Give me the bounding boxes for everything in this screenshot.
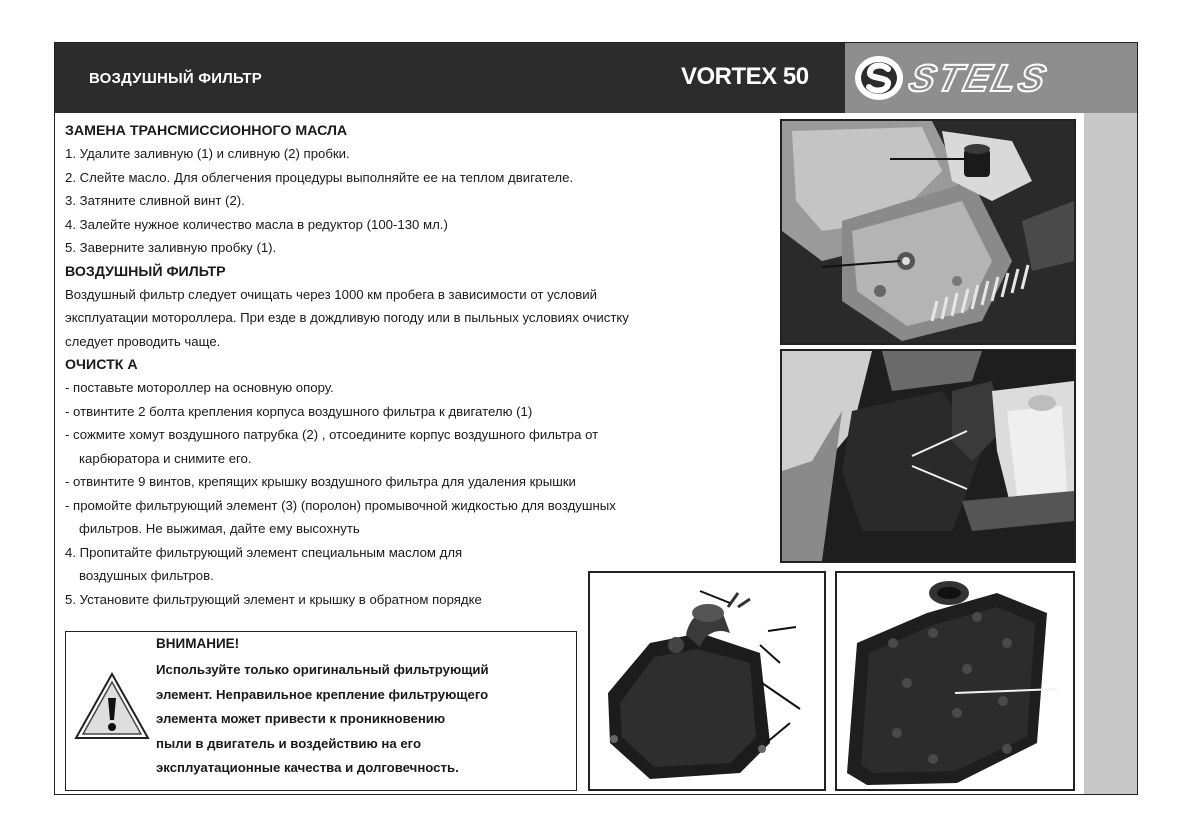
stels-logo-icon [845,43,1137,113]
instruction-line: карбюратора и снимите его. [79,450,252,466]
instruction-line: воздушных фильтров. [79,568,214,583]
step-text: 2. Слейте масло. Для облегчения процедуры выполняйте ее на теплом двигателе. [65,169,574,185]
text-column [65,119,775,611]
photo-filter-element-image [837,573,1073,789]
instruction-line: 4. Пропитайте фильтрующий элемент специальным маслом для [65,544,463,560]
warning-line: элемента может привести к проникновению [156,711,446,726]
section-title: ВОЗДУШНЫЙ ФИЛЬТР [89,70,263,87]
paragraph-line: эксплуатации мотороллера. При езде в дождливую погоду или в пыльных условиях очистку [65,310,629,325]
step-text: 3. Затяните сливной винт (2). [65,193,245,208]
warning-box [65,631,577,791]
paragraph-line: Воздушный фильтр следует очищать через 1000 км пробега в зависимости от условий [65,286,598,302]
cleaning-heading: ОЧИСТК А [65,357,138,373]
photo-engine-image [782,121,1074,343]
instruction-line: 5. Установите фильтрующий элемент и крышку в обратном порядке [65,591,482,607]
instruction-line: - отвинтите 9 винтов, крепящих крышку воздушного фильтра для удаления крышки [65,474,576,489]
photo-filter-housing-image [590,573,824,789]
instruction-line: - сожмите хомут воздушного патрубка (2) , отсоедините корпус воздушного фильтра от [65,427,599,442]
sidebar-strip [1084,113,1137,795]
warning-line: пыли в двигатель и воздействию на его [156,735,422,751]
instruction-line: - промойте фильтрующий элемент (3) (поролон) промывочной жидкостью для воздушных [65,497,616,513]
photo-filter-element [835,571,1075,791]
photo-transmission [780,119,1076,345]
transmission-heading: ЗАМЕНА ТРАНСМИССИОННОГО МАСЛА [65,123,348,139]
instruction-line: фильтров. Не выжимая, дайте ему высохнуть [79,521,360,536]
photo-filter-housing [588,571,826,791]
step-text: 5. Заверните заливную пробку (1). [65,240,277,255]
step-text: 1. Удалите заливную (1) и сливную (2) пробки. [65,146,350,161]
instruction-line: - отвинтите 2 болта крепления корпуса воздушного фильтра к двигателю (1) [65,403,533,419]
warning-triangle-icon [74,672,150,745]
air-filter-heading: ВОЗДУШНЫЙ ФИЛЬТР [65,263,226,280]
page-frame [54,42,1138,795]
warning-text [156,658,574,781]
model-name: VORTEX 50 [681,63,809,90]
photo-air-filter-image [782,351,1074,561]
warning-line: эксплуатационные качества и долговечность. [156,760,459,775]
warning-line: Используйте только оригинальный фильтрующий [156,662,489,677]
photo-air-filter-installed [780,349,1076,563]
page-header [55,43,1137,113]
step-text: 4. Залейте нужное количество масла в редуктор (100-130 мл.) [65,216,448,232]
paragraph-line: следует проводить чаще. [65,333,221,349]
brand-logo [845,43,1137,113]
warning-title: ВНИМАНИЕ! [156,636,240,651]
warning-line: элемент. Неправильное крепление фильтрующего [156,686,489,702]
svg-text:STELS: STELS [904,57,1053,100]
instruction-line: - поставьте мотороллер на основную опору. [65,380,334,395]
